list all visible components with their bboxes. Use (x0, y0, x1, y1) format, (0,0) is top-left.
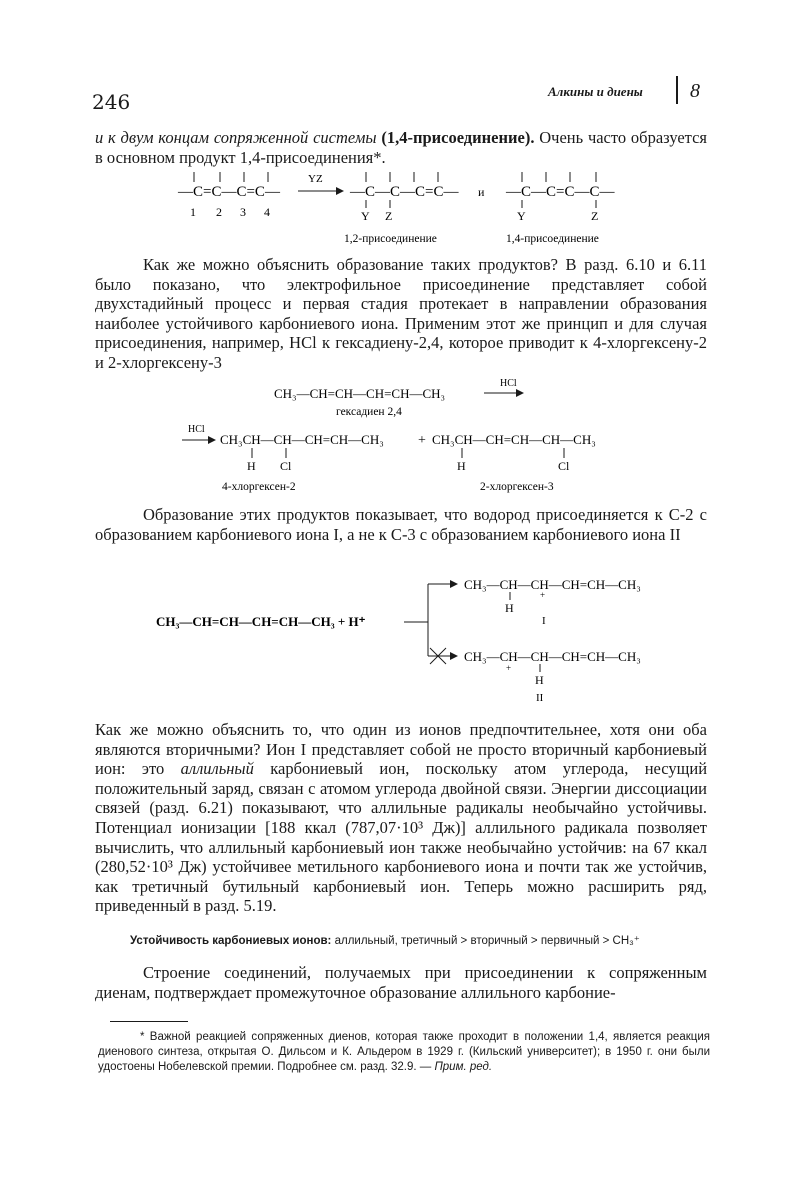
svg-text:+: + (540, 590, 546, 600)
scheme-hcl-addition (180, 376, 640, 496)
svg-text:H: H (535, 673, 544, 687)
svg-text:Z: Z (591, 209, 599, 223)
paragraph-4: Как же можно объяснить то, что один из ионов предпочтительнее, хотя они оба являются вторичными? Ион I представляет собой не просто вторичный карбониевый ион: это аллильный карбониевый ион, поскольку атом углерода, несущий положительный заряд, связан с атомом углерода двойной связи. Энергии диссоциации связей (разд. 6.21) показывают, что аллильные радикалы необычайно устойчивы. Потенциал ионизации [188 ккал (787,07·10³ Дж)] аллильного радикала позволяет вычислить, что аллильный карбониевый ион также необычайно устойчив: на 67 ккал (280,52·10³ Дж) устойчивее метильного карбониевого иона и почти так же устойчив, как третичный бутильный карбониевый ион. Теперь можно расширить ряд, приведенный в разд. 5.19. (95, 720, 708, 916)
scheme2-product-1: CH₃CH—CH—CH=CH—CH₃ (220, 432, 384, 447)
scheme2-reactant-name: гексадиен 2,4 (336, 406, 402, 418)
page-number: 246 (92, 90, 131, 114)
paragraph-1 (95, 128, 707, 167)
scheme-addition (150, 168, 670, 252)
carbocation-stability-series: Устойчивость карбониевых ионов: аллильный, третичный > вторичный > первичный > CH₃⁺ (130, 935, 640, 947)
paragraph-1-italic: и к двум концам сопряженной системы (95, 128, 377, 147)
scheme1-product-2 (505, 172, 615, 223)
svg-text:—C—C—C=C—: —C—C—C=C— (350, 184, 459, 200)
chapter-number: 8 (690, 80, 700, 102)
scheme-protonation (150, 572, 690, 704)
running-title: Алкины и диены (548, 84, 643, 99)
scheme1-label-1: 1,2-присоединение (344, 233, 437, 245)
scheme1-number-2: 2 (216, 205, 222, 219)
paragraph-1-bold: (1,4-присоединение). (381, 128, 535, 147)
paragraph-5: Строение соединений, получаемых при присоединении к сопряженным диенам, подтверждает промежуточное образование аллильного карбоние- (95, 963, 707, 1002)
svg-text:YZ: YZ (308, 173, 323, 185)
scheme2-label-2: 2-хлоргексен-3 (480, 481, 554, 493)
footnote-rule (110, 1021, 188, 1022)
scheme1-reactant (177, 172, 281, 219)
svg-text:H: H (505, 601, 514, 615)
header-divider (676, 76, 678, 104)
italic-allylic: аллильный (180, 759, 254, 779)
svg-text:H: H (457, 459, 466, 473)
svg-text:H: H (247, 459, 256, 473)
scheme3-ion-2: CH₃—CH—CH—CH=CH—CH₃ (464, 649, 641, 664)
scheme3-ion-1: CH₃—CH—CH—CH=CH—CH₃ (464, 577, 641, 592)
scheme2-plus: + (418, 433, 426, 448)
scheme3-ion-2-label: II (536, 692, 544, 704)
scheme2-label-1: 4-хлоргексен-2 (222, 481, 296, 493)
scheme2-reagent-top: HCl (500, 378, 517, 389)
svg-text:—C=C—C=C—: —C=C—C=C— (178, 184, 280, 200)
svg-text:Y: Y (361, 209, 370, 223)
svg-text:Cl: Cl (280, 459, 292, 473)
svg-text:Y: Y (517, 209, 526, 223)
svg-text:+: + (506, 663, 512, 673)
scheme2-reactant: CH₃—CH=CH—CH=CH—CH₃ (274, 386, 446, 401)
footnote: * Важной реакцией сопряженных диенов, которая также проходит в положении 1,4, является реакция диенового синтеза, открытая О. Дильсом и К. Альдером в 1929 г. (Кильский университет); в 1950 г. они были удостоены Нобелевской премии. Подробнее см. разд. 32.9. — Прим. ред. (98, 1031, 710, 1073)
svg-text:Z: Z (385, 209, 393, 223)
scheme1-number-4: 4 (264, 205, 270, 219)
scheme1-product-1 (349, 172, 459, 223)
scheme1-conjunction: и (478, 185, 485, 199)
paragraph-3: Образование этих продуктов показывает, что водород присоединяется к С-2 с образованием карбониевого иона I, а не к С-3 с образованием карбониевого иона II (95, 505, 707, 544)
footnote-editor-note: Прим. ред. (434, 1061, 493, 1073)
svg-text:Cl: Cl (558, 459, 570, 473)
scheme2-reagent-left: HCl (188, 424, 205, 435)
scheme3-reactant: CH₃—CH=CH—CH=CH—CH₃ + H⁺ (156, 614, 366, 629)
scheme1-arrow (298, 173, 344, 195)
scheme1-label-2: 1,4-присоединение (506, 233, 599, 245)
scheme3-ion-1-label: I (542, 615, 546, 627)
scheme1-number-1: 1 (190, 205, 196, 219)
scheme1-number-3: 3 (240, 205, 246, 219)
paragraph-1-rest: Очень часто образуется в основном продукт 1,4-присоединения*. (95, 128, 707, 167)
svg-text:—C—C=C—C—: —C—C=C—C— (506, 184, 615, 200)
paragraph-2: Как же можно объяснить образование таких продуктов? В разд. 6.10 и 6.11 было показано, что электрофильное присоединение представляет собой двухстадийный процесс и первая стадия протекает в направлении образования наиболее устойчивого карбониевого иона. Применим этот же принцип и для случая присоединения, например, HCl к гексадиену-2,4, которое приводит к 4-хлоргексену-2 и 2-хлоргексену-3 (95, 255, 707, 372)
scheme2-product-2: CH₃CH—CH=CH—CH—CH₃ (432, 432, 596, 447)
